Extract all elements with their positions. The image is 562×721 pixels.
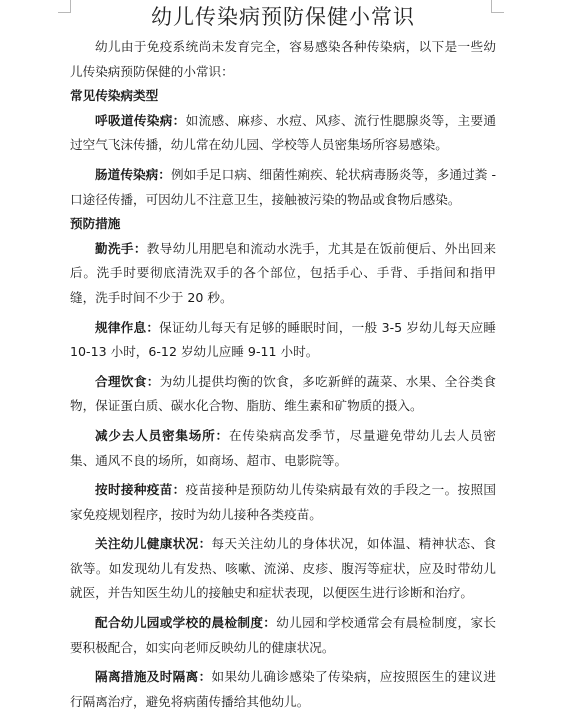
paragraph-crowds	[70, 424, 496, 473]
text-intestinal: 例如手足口病、细菌性痢疾、轮状病毒肠炎等，多通过粪 - 口途径传播，可因幼儿不注意卫生，接触被污染的物品或食物后感染。	[70, 166, 496, 207]
lead-handwashing: 勤洗手：	[95, 240, 147, 256]
lead-morning-check: 配合幼儿园或学校的晨检制度：	[95, 615, 277, 631]
document-title: 幼儿传染病预防保健小常识	[151, 5, 415, 29]
text-vaccination: 疫苗接种是预防幼儿传染病最有效的手段之一。按照国家免疫规划程序，按时为幼儿接种各类疫苗。	[70, 482, 497, 522]
paragraph-morning-check	[70, 611, 496, 660]
document-page	[70, 0, 496, 714]
text-isolation: 如果幼儿确诊感染了传染病，应按照医生的建议进行隔离治疗，避免将病菌传播给其他幼儿。	[70, 669, 497, 709]
paragraph-handwashing	[70, 237, 496, 311]
lead-vaccination: 按时接种疫苗：	[95, 482, 186, 498]
section-heading-types: 常见传染病类型	[70, 88, 159, 104]
text-diet: 为幼儿提供均衡的饮食，多吃新鲜的蔬菜、水果、全谷类食物，保证蛋白质、碳水化合物、脂肪、维生素和矿物质的摄入。	[70, 373, 497, 414]
text-health-monitoring: 每天关注幼儿的身体状况，如体温、精神状态、食欲等。如发现幼儿有发热、咳嗽、流涕、皮疹、腹泻等症状，应及时带幼儿就医，并告知医生幼儿的接触史和症状表现，以便医生进行诊断和治疗。	[70, 536, 497, 601]
paragraph-intestinal	[70, 163, 496, 212]
section-heading-prevention: 预防措施	[70, 216, 121, 232]
paragraph-respiratory	[70, 109, 496, 158]
lead-crowds: 减少去人员密集场所：	[95, 427, 229, 443]
paragraph-diet	[70, 370, 496, 419]
text-morning-check: 幼儿园和学校通常会有晨检制度，家长要积极配合，如实向老师反映幼儿的健康状况。	[70, 615, 497, 655]
lead-routine: 规律作息：	[95, 319, 160, 335]
paragraph-vaccination	[70, 478, 496, 527]
text-respiratory: 如流感、麻疹、水痘、风疹、流行性腮腺炎等，主要通过空气飞沫传播，幼儿常在幼儿园、学校等人员密集场所容易感染。	[70, 112, 497, 153]
paragraph-routine	[70, 316, 496, 365]
text-crowds: 在传染病高发季节，尽量避免带幼儿去人员密集、通风不良的场所，如商场、超市、电影院等。	[70, 427, 497, 468]
text-routine: 保证幼儿每天有足够的睡眠时间，一般 3-5 岁幼儿每天应睡 10-13 小时，6-12 岁幼儿应睡 9-11 小时。	[70, 319, 497, 360]
lead-diet: 合理饮食：	[95, 373, 160, 389]
intro-paragraph: 幼儿由于免疫系统尚未发育完全，容易感染各种传染病，以下是一些幼儿传染病预防保健的小常识：	[70, 39, 496, 79]
text-handwashing: 教导幼儿用肥皂和流动水洗手，尤其是在饭前便后、外出回来后。洗手时要彻底清洗双手的各个部位，包括手心、手背、手指间和指甲缝，洗手时间不少于 20 秒。	[70, 240, 497, 305]
paragraph-health-monitoring	[70, 532, 496, 606]
lead-intestinal: 肠道传染病：	[95, 166, 171, 182]
lead-isolation: 隔离措施及时隔离：	[95, 669, 212, 685]
lead-respiratory: 呼吸道传染病：	[95, 112, 186, 128]
paragraph-isolation	[70, 665, 496, 714]
lead-health-monitoring: 关注幼儿健康状况：	[95, 536, 212, 552]
